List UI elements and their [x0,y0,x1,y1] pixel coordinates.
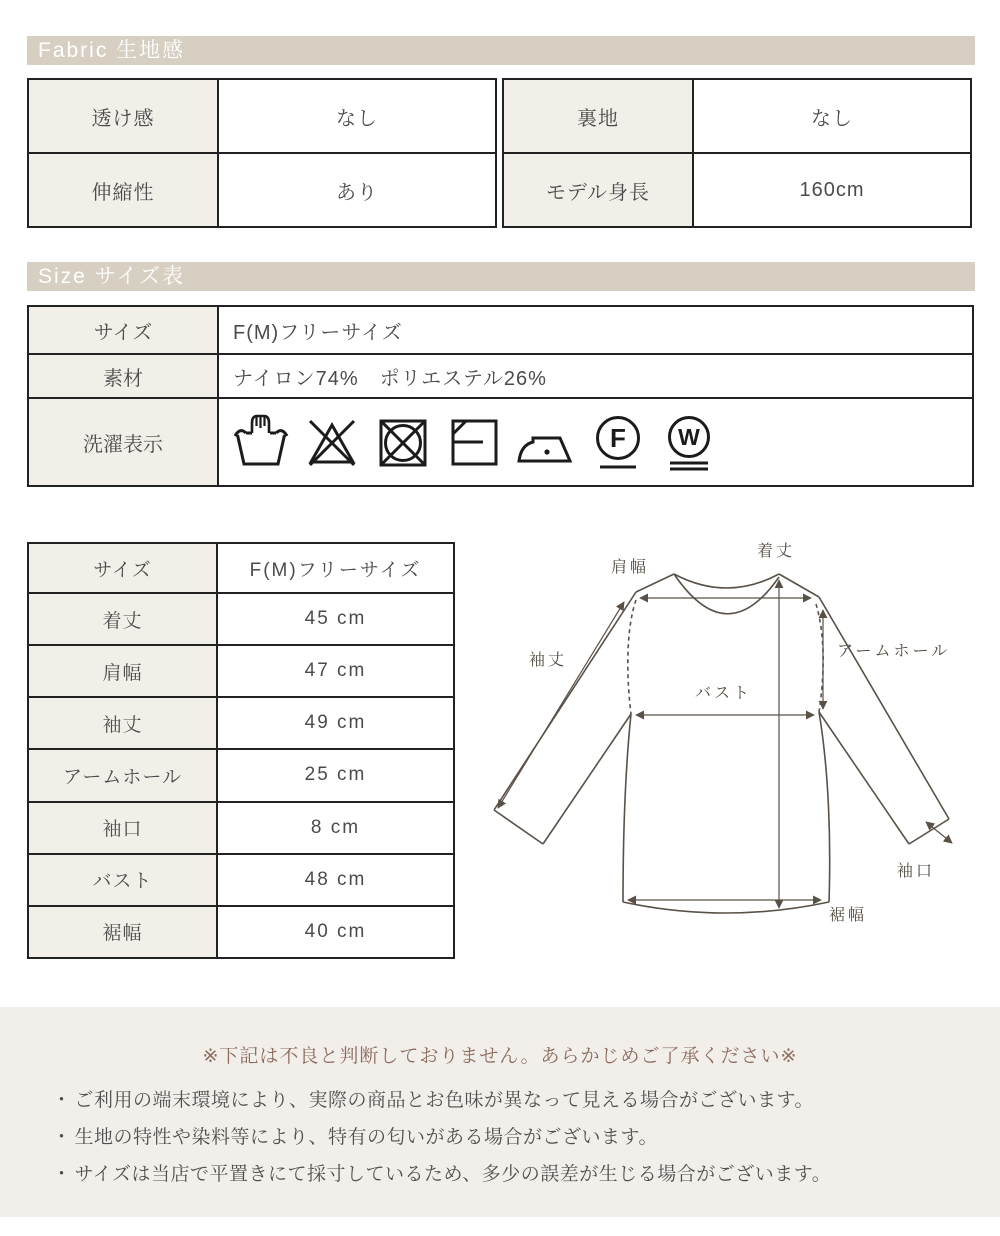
garment-diagram [463,522,975,959]
notes-heading: ※下記は不良と判断しておりません。あらかじめご了承ください※ [202,1046,798,1067]
measure-value: 25 cm [217,749,454,801]
diagram-label-sleeve: 袖丈 [529,652,568,669]
table-row [28,802,454,854]
fabric-table-left [27,78,497,228]
list-item [52,1156,970,1193]
table-row [28,354,973,398]
table-row [28,79,496,153]
care-label: 洗濯表示 [28,398,218,486]
measure-label: 袖口 [28,802,217,854]
dry-flat-in-shade-icon [445,412,503,472]
table-row [28,697,454,749]
fabric-value: あり [218,153,496,227]
table-row [28,153,496,227]
svg-text:F: F [610,423,626,453]
material-label: 素材 [28,354,218,398]
table-row [28,749,454,801]
measure-value: 49 cm [217,697,454,749]
measure-value: 45 cm [217,593,454,645]
measure-label: 裾幅 [28,906,217,958]
measure-label: アームホール [28,749,217,801]
table-row [503,79,971,153]
diagram-label-cuff: 袖口 [897,863,936,880]
measurement-table [27,542,455,959]
diagram-label-shoulder: 肩幅 [611,559,650,576]
size-info-table [27,305,974,487]
measure-value: 48 cm [217,854,454,906]
product-info-content [27,36,975,959]
fabric-label: モデル身長 [503,153,693,227]
measure-label: 袖丈 [28,697,217,749]
fabric-value: なし [218,79,496,153]
bullet: ・ [52,1127,72,1148]
table-row [503,153,971,227]
notes-section [0,1007,1000,1217]
do-not-bleach-icon [303,412,361,472]
diagram-label-bust: バスト [695,685,753,702]
diagram-label-hem: 裾幅 [829,907,868,924]
hand-wash-icon [232,412,290,472]
fabric-value: 160cm [693,153,971,227]
table-row [28,398,973,486]
diagram-label-length: 着丈 [757,543,796,560]
notes-list [0,1082,1000,1193]
size-value: F(M)フリーサイズ [218,306,973,354]
material-value: ナイロン74% ポリエステル26% [218,354,973,398]
measurement-section [27,542,975,959]
fabric-section-header: Fabric 生地感 [27,36,975,65]
table-row [28,593,454,645]
measure-value: 40 cm [217,906,454,958]
table-row [28,306,973,354]
wet-clean-gentle-icon [660,412,718,472]
garment-outline [494,574,949,913]
size-section-header: Size サイズ表 [27,262,975,291]
care-symbols [232,412,971,472]
measure-value: 8 cm [217,802,454,854]
fabric-value: なし [693,79,971,153]
diagram-label-armhole: アームホール [837,643,951,660]
iron-low-heat-icon [516,412,576,472]
list-item [52,1119,970,1156]
note-text: 生地の特性や染料等により、特有の匂いがある場合がございます。 [74,1127,658,1148]
list-item [52,1082,970,1119]
svg-text:W: W [678,424,700,450]
size-label: サイズ [28,306,218,354]
table-row [28,645,454,697]
bullet: ・ [52,1164,72,1185]
fabric-label: 伸縮性 [28,153,218,227]
measure-value: 47 cm [217,645,454,697]
fabric-label: 裏地 [503,79,693,153]
table-row [28,854,454,906]
fabric-label: 透け感 [28,79,218,153]
table-row [28,906,454,958]
fabric-tables [27,78,975,228]
measure-label: バスト [28,854,217,906]
care-symbols-cell [218,398,973,486]
measure-header-value: F(M)フリーサイズ [217,543,454,593]
table-row [28,543,454,593]
note-text: ご利用の端末環境により、実際の商品とお色味が異なって見える場合がございます。 [74,1090,814,1111]
dry-clean-petroleum-icon [589,412,647,472]
do-not-tumble-dry-icon [374,412,432,472]
bullet: ・ [52,1090,72,1111]
measure-label: 着丈 [28,593,217,645]
note-text: サイズは当店で平置きにて採寸しているため、多少の誤差が生じる場合がございます。 [74,1164,832,1185]
measure-header-label: サイズ [28,543,217,593]
measurement-arrows [498,580,952,908]
measure-label: 肩幅 [28,645,217,697]
fabric-table-right [502,78,972,228]
